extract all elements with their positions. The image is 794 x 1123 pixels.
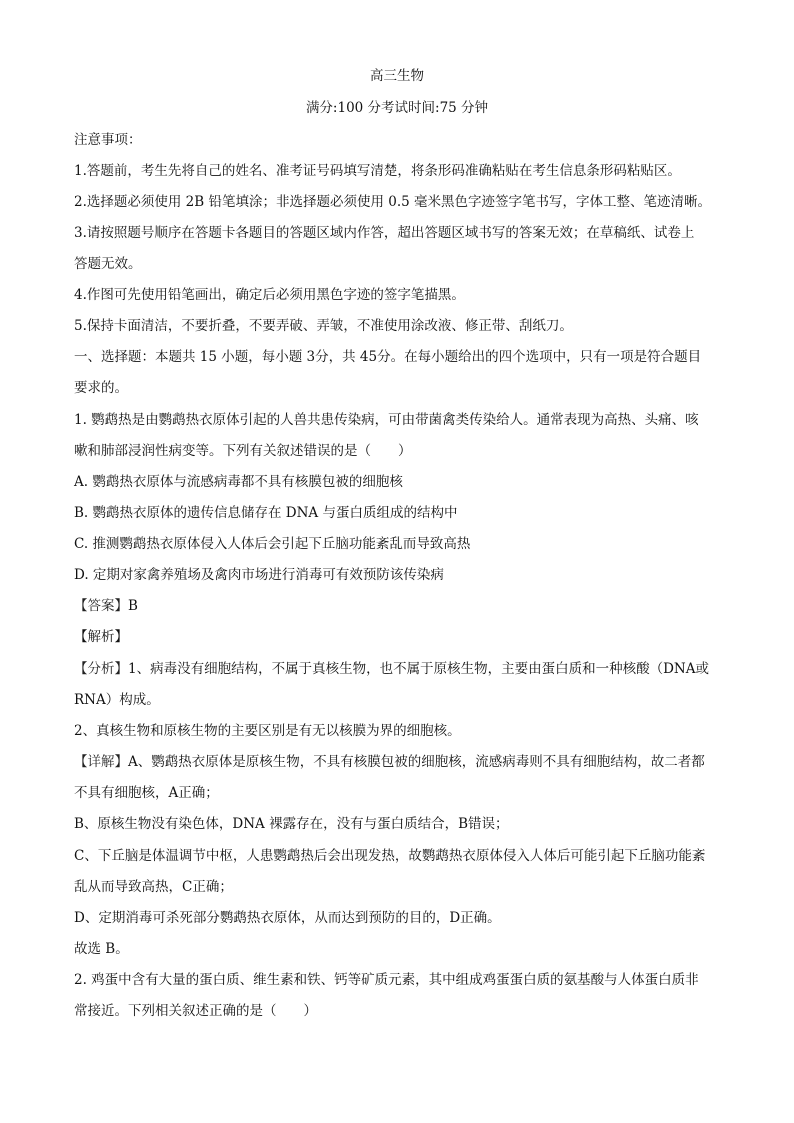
analysis-text-continued: RNA）构成。: [74, 692, 160, 708]
question-1-stem-continued: 嗽和肺部浸润性病变等。下列有关叙述错误的是（ ）: [74, 443, 412, 459]
question-1-option-a: A. 鹦鹉热衣原体与流感病毒都不具有核膜包被的细胞核: [74, 474, 403, 490]
notice-item: 1.答题前，考生先将自己的姓名、准考证号码填写清楚，将条形码准确粘贴在考生信息条形码粘贴区。: [74, 163, 681, 179]
question-2-stem-continued: 常接近。下列相关叙述正确的是（ ）: [74, 1003, 317, 1019]
page-title: 高三生物: [370, 68, 424, 84]
notice-item: 2.选择题必须使用 2B 铅笔填涂；非选择题必须使用 0.5 毫米黑色字迹签字笔书写，字体工整、笔迹清晰。: [74, 194, 712, 210]
question-2-stem: 2. 鸡蛋中含有大量的蛋白质、维生素和铁、钙等矿质元素，其中组成鸡蛋蛋白质的氨基酸与人体蛋白质非: [74, 972, 699, 988]
detail-text: D、定期消毒可杀死部分鹦鹉热衣原体，从而达到预防的目的，D正确。: [74, 910, 501, 926]
section-heading: 一、选择题：本题共 15 小题，每小题 3分，共 45分。在每小题给出的四个选项中，只有一项是符合题目: [74, 349, 702, 365]
analysis-paragraph: [74, 659, 720, 679]
detail-text-continued: 乱从而导致高热，C正确；: [74, 879, 233, 895]
conclusion: 故选 B。: [74, 941, 129, 957]
notice-item: 4.作图可先使用铅笔画出，确定后必须用黑色字迹的签字笔描黑。: [74, 287, 465, 303]
detail-paragraph: [74, 752, 720, 772]
answer-line: [74, 596, 720, 616]
answer-value: B: [128, 598, 138, 614]
detail-text: C、下丘脑是体温调节中枢，人患鹦鹉热后会出现发热，故鹦鹉热衣原体侵入人体后可能引起下丘脑功能紊: [74, 848, 706, 864]
notice-item-continued: 答题无效。: [74, 256, 142, 272]
fenxi-text: 1、病毒没有细胞结构，不属于真核生物，也不属于原核生物，主要由蛋白质和一种核酸（DNA或: [128, 661, 709, 677]
question-1-option-d: D. 定期对家禽养殖场及禽肉市场进行消毒可有效预防该传染病: [74, 567, 444, 583]
detail-text-continued: 不具有细胞核，A正确；: [74, 785, 219, 801]
analysis-label: 【解析】: [74, 629, 128, 645]
section-heading-continued: 要求的。: [74, 380, 128, 396]
detail-label: 【详解】: [74, 754, 128, 770]
fenxi-label: 【分析】: [74, 661, 128, 677]
question-1-stem: 1. 鹦鹉热是由鹦鹉热衣原体引起的人兽共患传染病，可由带菌禽类传染给人。通常表现为高热、头痛、咳: [74, 412, 699, 428]
answer-label: 【答案】: [74, 598, 128, 614]
exam-info: 满分:100 分考试时间:75 分钟: [305, 100, 489, 116]
notice-item: 3.请按照题号顺序在答题卡各题目的答题区域内作答，超出答题区域书写的答案无效；在草稿纸、试卷上: [74, 225, 695, 241]
question-1-option-c: C. 推测鹦鹉热衣原体侵入人体后会引起下丘脑功能紊乱而导致高热: [74, 536, 471, 552]
question-1-option-b: B. 鹦鹉热衣原体的遗传信息储存在 DNA 与蛋白质组成的结构中: [74, 505, 458, 521]
detail-text: B、原核生物没有染色体，DNA 裸露存在，没有与蛋白质结合，B错误；: [74, 816, 509, 832]
detail-text: A、鹦鹉热衣原体是原核生物，不具有核膜包被的细胞核，流感病毒则不具有细胞结构，故二者都: [128, 754, 705, 770]
notice-item: 5.保持卡面清洁，不要折叠，不要弄破、弄皱，不准使用涂改液、修正带、刮纸刀。: [74, 318, 573, 334]
notice-heading: 注意事项：: [74, 132, 142, 148]
analysis-text: 2、真核生物和原核生物的主要区别是有无以核膜为界的细胞核。: [74, 723, 461, 739]
